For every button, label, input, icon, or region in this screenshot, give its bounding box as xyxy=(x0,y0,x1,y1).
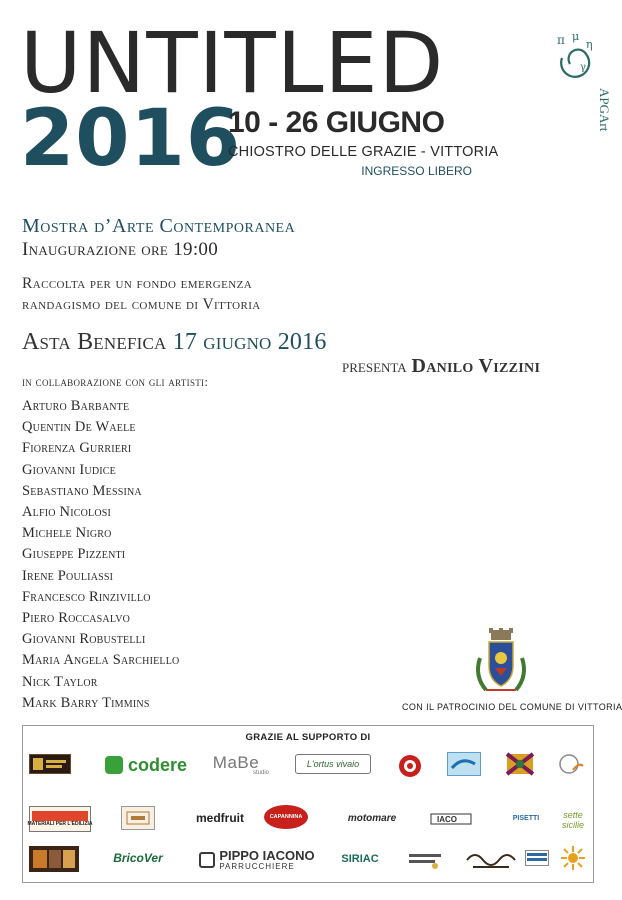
artist-name: Maria Angela Sarchiello xyxy=(22,652,180,669)
artist-name: Francesco Rinzivillo xyxy=(22,588,151,605)
svg-text:IACO: IACO xyxy=(437,815,457,824)
apgart-logo-text: APGArt xyxy=(597,88,612,132)
label-logo-icon xyxy=(121,806,155,830)
sponsor-logo-8 xyxy=(555,752,585,776)
sponsor-lortus xyxy=(295,754,371,774)
geometric-logo-icon xyxy=(505,752,535,776)
sponsor-logo-6 xyxy=(447,752,481,776)
auction-prefix: Asta Benefica xyxy=(22,329,167,355)
artist-name: Piero Roccasalvo xyxy=(22,610,131,627)
artist-name: Giovanni Robustelli xyxy=(22,631,146,648)
capannina-badge-icon xyxy=(264,805,308,829)
sponsor-lortus-name: L'ortus vivaio xyxy=(306,759,360,769)
sponsor-bricover-name: BricoVer xyxy=(113,851,163,865)
sponsor-iacono-name: PIPPO IACONO xyxy=(219,847,315,863)
sponsor-iacono xyxy=(191,846,323,874)
poster-year: 2016 xyxy=(20,94,242,184)
artist-name: Nick Taylor xyxy=(22,673,98,690)
fundraising-line-2: randagismo del comune di Vittoria xyxy=(22,296,261,313)
sponsor-sette-sicilie-name: sette sicilie xyxy=(561,810,584,830)
presenter-line xyxy=(342,354,540,379)
sponsor-logo-24 xyxy=(559,844,587,872)
sponsors-title: GRAZIE AL SUPPORTO DI xyxy=(245,732,371,743)
sponsor-logo-23 xyxy=(525,850,549,866)
sponsor-capannina xyxy=(263,804,309,830)
sponsor-logo-22 xyxy=(463,846,519,872)
sponsor-logo-5 xyxy=(395,750,425,780)
sponsor-materiali xyxy=(29,806,91,832)
iacono-logo-icon xyxy=(199,852,215,868)
gst-logo-icon xyxy=(555,752,585,776)
poster-title: UNTITLED xyxy=(20,14,445,112)
artist-name: Mark Barry Timmins xyxy=(22,694,150,711)
sponsor-materiali-name: MATERIALI PER L'EDILIZIA xyxy=(27,821,93,827)
sponsor-medfruit-name: medfruit xyxy=(196,811,244,825)
sponsor-codere xyxy=(103,752,189,778)
exhibition-type: Mostra d’Arte Contemporanea xyxy=(22,215,296,237)
artist-name: Fiorenza Gurrieri xyxy=(22,440,132,457)
artist-name: Quentin De Waele xyxy=(22,419,136,436)
sponsor-iacono-text xyxy=(219,849,314,872)
presents-label: presenta xyxy=(342,356,407,377)
collaboration-label: in collaborazione con gli artisti: xyxy=(22,374,209,389)
script-logo-icon xyxy=(463,846,519,872)
svg-text:γ: γ xyxy=(580,62,586,73)
artist-name: Arturo Barbante xyxy=(22,398,130,414)
sponsor-sette-sicilie xyxy=(555,806,591,834)
sponsor-banner-icon xyxy=(32,811,88,821)
dolphin-logo-icon xyxy=(447,752,481,776)
sponsor-logo-1 xyxy=(29,754,71,774)
sponsor-logo-21 xyxy=(405,846,445,872)
sponsor-motomare-name: motomare xyxy=(347,812,397,824)
sponsor-logo-7 xyxy=(505,752,535,776)
clover-icon xyxy=(105,756,123,774)
vittoria-crest-icon xyxy=(472,628,530,696)
sponsor-mabe-name: MaBe xyxy=(212,752,260,772)
patronage-note: CON IL PATROCINIO DEL COMUNE DI VITTORIA xyxy=(402,702,622,712)
text-logo-icon xyxy=(405,846,445,872)
artist-name: Alfio Nicolosi xyxy=(22,504,112,521)
sponsor-medfruit xyxy=(189,808,251,828)
artist-list xyxy=(22,396,179,714)
svg-text:η: η xyxy=(586,38,593,51)
photo-logo-icon xyxy=(29,846,79,872)
sun-logo-icon xyxy=(559,844,587,872)
event-venue: CHIOSTRO DELLE GRAZIE - VITTORIA xyxy=(228,144,499,160)
red-circle-logo-icon xyxy=(395,750,425,780)
flag-logo-icon xyxy=(525,850,549,866)
svg-text:μ: μ xyxy=(572,30,580,43)
event-dates: 10 - 26 GIUGNO xyxy=(228,106,445,139)
sponsor-bricover xyxy=(105,846,171,870)
admission-note: INGRESSO LIBERO xyxy=(361,164,472,178)
sponsor-emblem-icon xyxy=(29,754,71,774)
sponsor-codere-name: codere xyxy=(127,754,188,775)
artist-name: Giovanni Iudice xyxy=(22,461,116,478)
fundraising-line-1: Raccolta per un fondo emergenza xyxy=(22,275,253,292)
sponsor-motomare xyxy=(339,810,405,826)
artist-name: Sebastiano Messina xyxy=(22,482,142,499)
sponsors-panel xyxy=(22,725,594,883)
sponsor-capannina-name: CAPANNINA xyxy=(269,814,303,820)
sponsor-mabe-sub: studio xyxy=(252,769,269,776)
sponsor-mabe xyxy=(199,750,273,778)
iacono-auto-logo-icon xyxy=(429,806,473,830)
svg-text:π: π xyxy=(557,33,565,47)
sponsor-siriac-name: SIRIAC xyxy=(341,853,379,865)
auction-date: 17 giugno 2016 xyxy=(172,329,327,355)
sponsor-siriac xyxy=(337,846,383,872)
apgart-logo xyxy=(540,28,610,148)
sponsor-logo-10 xyxy=(121,806,155,830)
artist-name: Giuseppe Pizzenti xyxy=(22,546,126,563)
opening-time: Inaugurazione ore 19:00 xyxy=(22,239,218,260)
sponsor-logo-14 xyxy=(429,806,473,830)
sponsor-iacono-sub: PARRUCCHIERE xyxy=(219,861,295,871)
sponsor-logo-17 xyxy=(29,846,79,872)
sponsor-pisetti-name: PISETTI xyxy=(512,814,540,822)
artist-name: Irene Pouliassi xyxy=(22,567,114,584)
auction-heading xyxy=(22,327,327,357)
presenter-name: Danilo Vizzini xyxy=(411,355,541,377)
sponsor-pisetti xyxy=(503,806,549,830)
artist-name: Michele Nigro xyxy=(22,525,112,542)
